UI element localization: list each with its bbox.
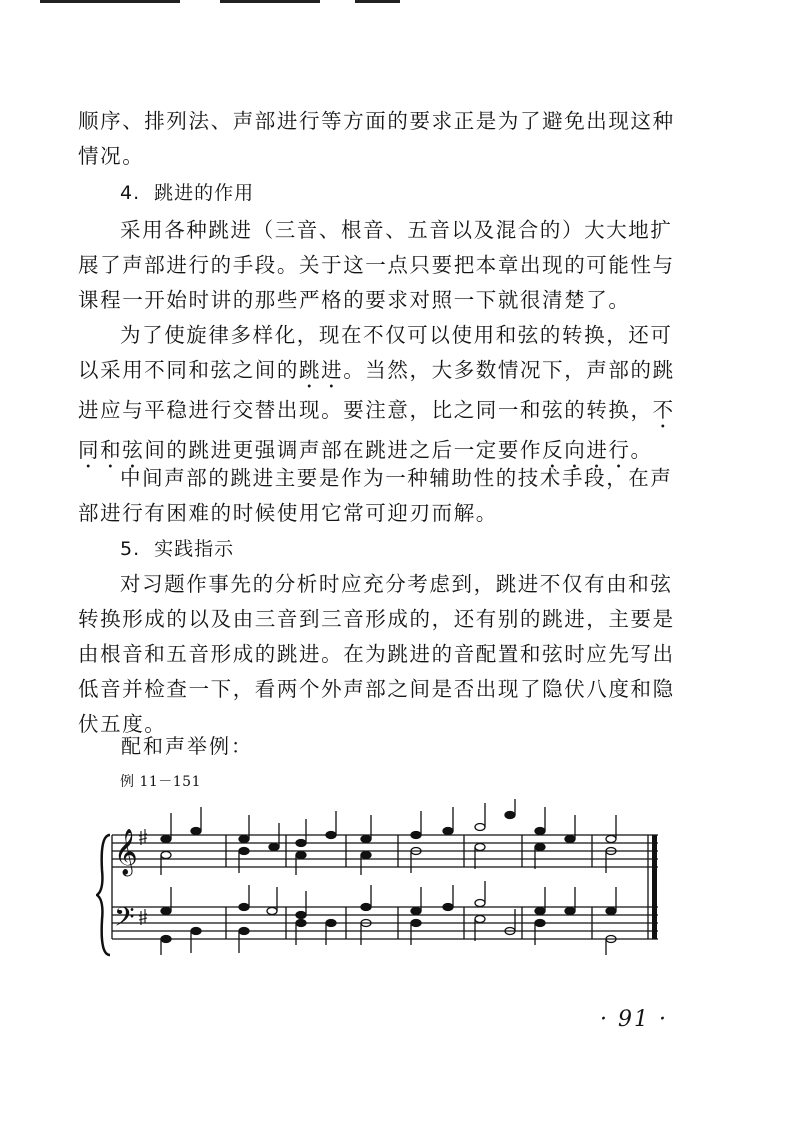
p2-text-d: 。 xyxy=(630,438,653,462)
bass-clef-icon: 𝄢 xyxy=(114,901,135,939)
p2-emphasis-different-chords: 不同和弦 xyxy=(78,398,675,462)
p2-emphasis-leap: 跳进 xyxy=(299,358,344,382)
p2-text-b: 。当然，大多数情况下，声部的跳进应与平稳进行交替出现。要注意，比之同一和弦的转换， xyxy=(78,358,675,422)
system-brace xyxy=(97,835,110,955)
p2-text-a: 为了使旋律多样化，现在不仅可以使用和弦的转换，还可以采用不同和弦之间的 xyxy=(78,323,673,382)
section-4-number: 4. xyxy=(120,182,141,204)
section-4-paragraph-3: 中间声部的跳进主要是作为一种辅助性的技术手段，在声部进行有困难的时候使用它常可迎刃而解。 xyxy=(78,466,673,525)
top-rule-3 xyxy=(355,0,400,3)
top-rule-2 xyxy=(220,0,320,3)
treble-staff xyxy=(112,835,658,867)
final-barline xyxy=(652,835,657,939)
page-number: · 91 · xyxy=(600,1007,668,1032)
example-label: 例 11－151 xyxy=(120,774,201,790)
section-4-paragraph-1: 采用各种跳进（三音、根音、五音以及混合的）大大地扩展了声部进行的手段。关于这一点只要把本章出现的可能性与课程一开始时讲的那些严格的要求对照一下就很清楚了。 xyxy=(78,218,675,312)
section-4-heading xyxy=(120,178,254,205)
treble-clef-icon: 𝄞 xyxy=(114,829,138,875)
bass-notes xyxy=(161,881,616,955)
p2-text-c: 间的跳进更强调声部在跳进之后一定要作 xyxy=(144,438,543,462)
treble-notes xyxy=(161,799,616,875)
music-score xyxy=(96,795,666,970)
section-5-paragraph-1: 对习题作事先的分析时应充分考虑到，跳进不仅有由和弦转换形成的以及由三音到三音形成的，还有别的跳进，主要是由根音和五音形成的跳进。在为跳进的音配置和弦时应先写出低音并检查一下，看两个外声部之间是否出现了隐伏八度和隐伏五度。 xyxy=(78,572,675,736)
p2-emphasis-contrary-motion: 反向进行 xyxy=(542,438,631,462)
section-5-number: 5. xyxy=(120,538,141,560)
section-4-title: 跳进的作用 xyxy=(154,182,255,204)
section-5-heading xyxy=(120,534,234,561)
section-4-paragraph-2 xyxy=(78,318,678,473)
top-rule-1 xyxy=(40,0,180,3)
continuation-paragraph: 顺序、排列法、声部进行等方面的要求正是为了避免出现这种情况。 xyxy=(78,109,675,168)
example-caption: 配和声举例： xyxy=(121,734,253,758)
section-5-title: 实践指示 xyxy=(154,538,235,560)
